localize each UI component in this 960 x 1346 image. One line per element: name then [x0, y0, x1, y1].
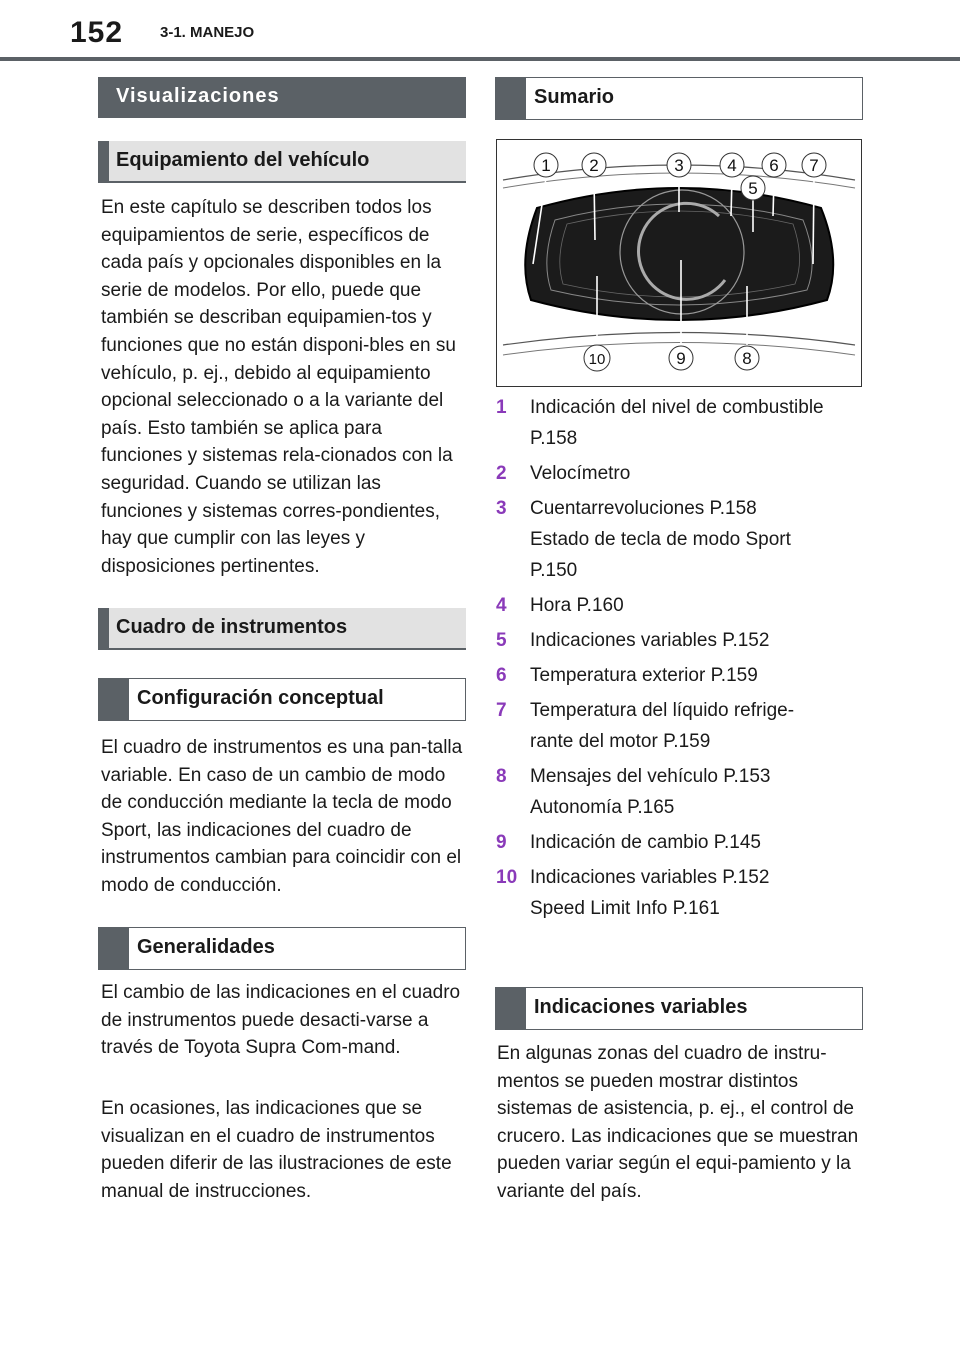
list-item	[496, 827, 864, 858]
callout-5: 5	[748, 179, 758, 198]
item-text: Cuentarrevoluciones P.158	[530, 498, 757, 519]
paragraph-equipamiento: En este capítulo se describen todos los equipamientos de serie, específicos de cada país y opcionales disponibles en la serie de modelos. Por ello, puede que también se describan equipamien-tos y funciones que no están disponi-bles en su vehículo, p. ej., debido al equipamiento opcional seleccionado o a la variante del país. Esto también se aplica para funciones y sistemas rela-cionados con la seguridad. Cuando se utilizan las funciones y sistemas corres-pondientes, hay que cumplir con las leyes y disposiciones pertinentes.	[101, 197, 456, 577]
item-text-2: Estado de tecla de modo Sport	[530, 529, 791, 550]
section-heading-visualizaciones: Visualizaciones	[98, 77, 466, 118]
chapter-title: 3-1. MANEJO	[160, 24, 255, 41]
box-heading-configuracion: Configuración conceptual	[98, 678, 466, 721]
item-text: Temperatura exterior P.159	[530, 665, 758, 686]
item-text: Velocímetro	[530, 463, 631, 484]
callout-4: 4	[727, 156, 737, 175]
callout-2: 2	[589, 156, 599, 175]
list-item	[496, 590, 864, 621]
item-text: Hora P.160	[530, 595, 624, 616]
subheading-equipamiento: Equipamiento del vehículo	[98, 141, 466, 183]
list-item	[496, 458, 864, 489]
list-item	[496, 493, 864, 586]
list-item	[496, 392, 864, 454]
list-item	[496, 625, 864, 656]
box-heading-indicaciones: Indicaciones variables	[495, 987, 863, 1030]
item-text-2: rante del motor P.159	[530, 731, 711, 752]
header-rule	[0, 57, 960, 61]
instrument-cluster-diagram	[496, 139, 862, 387]
item-text-2: P.158	[530, 428, 578, 449]
callout-9: 9	[676, 349, 686, 368]
callout-10: 10	[588, 351, 606, 368]
list-item	[496, 761, 864, 823]
paragraph-indicaciones: En algunas zonas del cuadro de instru-mentos se pueden mostrar distintos sistemas de asistencia, p. ej., el control de crucero. Las indicaciones que se muestran pueden variar según el equi-pamiento y la variante del país.	[497, 1043, 859, 1202]
item-text: Mensajes del vehículo P.153	[530, 766, 771, 787]
item-text-2: Speed Limit Info P.161	[530, 898, 720, 919]
box-heading-sumario: Sumario	[495, 77, 863, 120]
item-number: 1	[496, 397, 507, 418]
item-number: 4	[496, 595, 507, 616]
item-number: 9	[496, 832, 507, 853]
list-item	[496, 695, 864, 757]
item-number: 8	[496, 766, 507, 787]
item-text: Indicaciones variables P.152	[530, 867, 770, 888]
item-text-2: Autonomía P.165	[530, 797, 675, 818]
paragraph-generalidades-2: En ocasiones, las indicaciones que se visualizan en el cuadro de instrumentos pueden diferir de las ilustraciones de este manual de instrucciones.	[101, 1098, 452, 1202]
callout-8: 8	[742, 349, 752, 368]
item-number: 5	[496, 630, 507, 651]
callout-6: 6	[769, 156, 779, 175]
item-text: Indicación de cambio P.145	[530, 832, 761, 853]
subheading-cuadro: Cuadro de instrumentos	[98, 608, 466, 650]
paragraph-configuracion: El cuadro de instrumentos es una pan-talla variable. En caso de un cambio de modo de conducción mediante la tecla de modo Sport, las indicaciones del cuadro de instrumentos cambian para coincidir con el modo de conducción.	[101, 737, 463, 896]
item-text-3: P.150	[530, 560, 578, 581]
list-item	[496, 660, 864, 691]
instrument-cluster-illustration	[497, 140, 861, 386]
item-number: 2	[496, 463, 507, 484]
page-header	[0, 0, 960, 62]
legend-list	[496, 392, 864, 928]
item-number: 6	[496, 665, 507, 686]
callout-3: 3	[674, 156, 684, 175]
box-heading-generalidades: Generalidades	[98, 927, 466, 970]
item-text: Indicaciones variables P.152	[530, 630, 770, 651]
callout-1: 1	[541, 156, 551, 175]
item-text: Temperatura del líquido refrige-	[530, 700, 795, 721]
item-number: 10	[496, 867, 518, 888]
page-number: 152	[70, 16, 124, 49]
item-number: 7	[496, 700, 507, 721]
item-text: Indicación del nivel de combustible	[530, 397, 824, 418]
callout-7: 7	[809, 156, 819, 175]
list-item	[496, 862, 864, 924]
paragraph-generalidades-1: El cambio de las indicaciones en el cuadro de instrumentos puede desacti-varse a través de Toyota Supra Com-mand.	[101, 982, 461, 1059]
item-number: 3	[496, 498, 507, 519]
